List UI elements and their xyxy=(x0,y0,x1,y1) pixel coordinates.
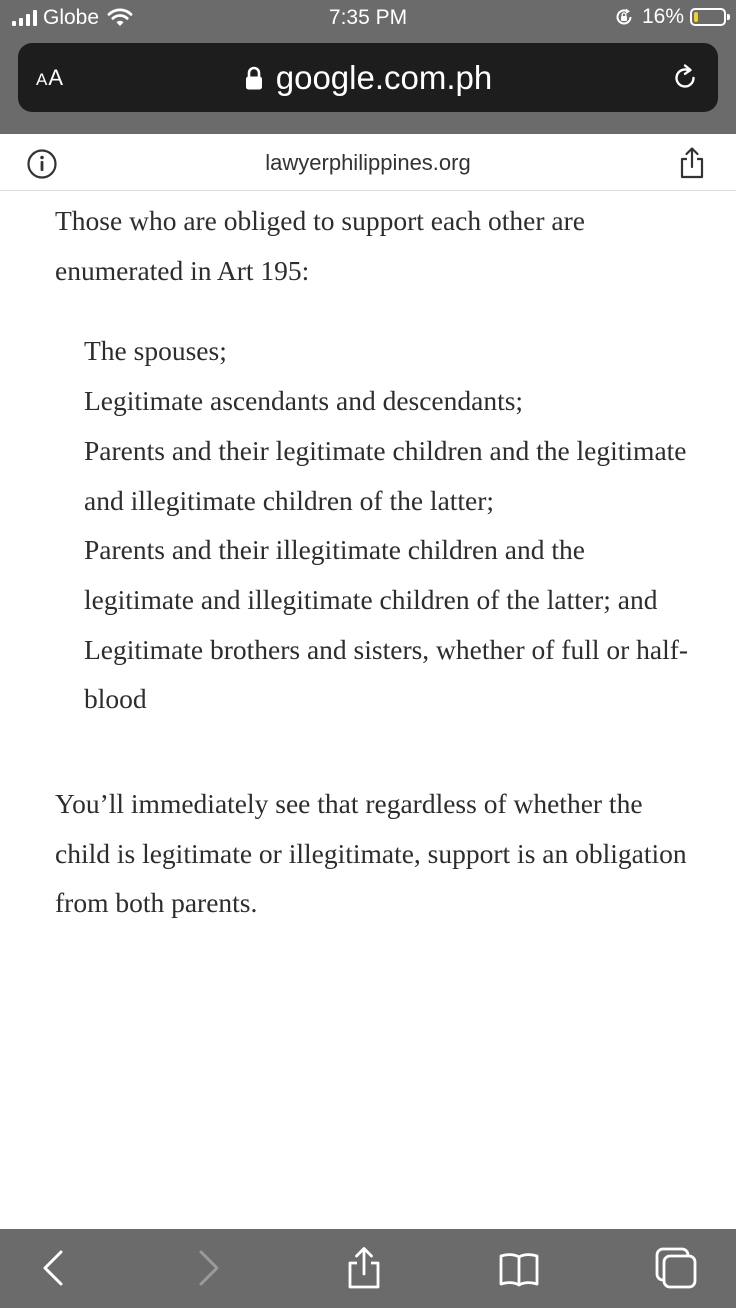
bookmarks-button[interactable] xyxy=(497,1246,541,1290)
list-item: Parents and their legitimate children and the legitimate and illegitimate children of the latter; xyxy=(84,434,687,516)
tabs-icon xyxy=(654,1246,698,1290)
list-item: Legitimate brothers and sisters, whether of full or half-blood xyxy=(84,633,689,715)
reload-icon[interactable] xyxy=(670,63,700,93)
address-field[interactable] xyxy=(18,43,718,112)
lock-icon xyxy=(244,66,264,90)
forward-button[interactable] xyxy=(186,1246,230,1290)
article-content xyxy=(55,196,695,928)
rotation-lock-icon xyxy=(614,7,634,27)
list-item: Legitimate ascendants and descendants; xyxy=(84,385,524,417)
battery-percent: 16% xyxy=(641,5,684,28)
status-time: 7:35 PM xyxy=(328,6,408,29)
article-intro: Those who are obliged to support each other are enumerated in Art 195: xyxy=(55,205,585,286)
browser-chrome xyxy=(0,0,736,134)
forward-icon xyxy=(186,1246,230,1290)
text-size-button[interactable]: AA xyxy=(36,65,65,90)
page-info-bar xyxy=(0,134,736,191)
status-right xyxy=(614,5,726,29)
article-conclusion: You’ll immediately see that regardless of whether the child is legitimate or illegitimate, support is an obligation from both parents. xyxy=(55,788,687,919)
list-item: Parents and their illegitimate children and the legitimate and illegitimate children of the latter; and xyxy=(84,534,658,615)
site-domain: lawyerphilippines.org xyxy=(265,150,471,175)
back-icon xyxy=(32,1246,76,1290)
status-bar xyxy=(0,0,736,36)
bottom-toolbar xyxy=(0,1229,736,1308)
battery-icon xyxy=(690,8,726,26)
share-icon[interactable] xyxy=(678,146,706,180)
address-domain: google.com.ph xyxy=(275,58,493,96)
tabs-button[interactable] xyxy=(654,1246,698,1290)
address-bar[interactable] xyxy=(18,43,718,112)
share-icon xyxy=(342,1246,386,1290)
share-button[interactable] xyxy=(342,1246,386,1290)
list-item: The spouses; xyxy=(84,335,227,367)
back-button[interactable] xyxy=(32,1246,76,1290)
battery-fill xyxy=(694,12,698,22)
battery-nub xyxy=(727,14,730,20)
carrier-name: Globe xyxy=(43,6,100,29)
bookmarks-icon xyxy=(497,1246,541,1290)
support-obligation-list xyxy=(84,326,695,724)
